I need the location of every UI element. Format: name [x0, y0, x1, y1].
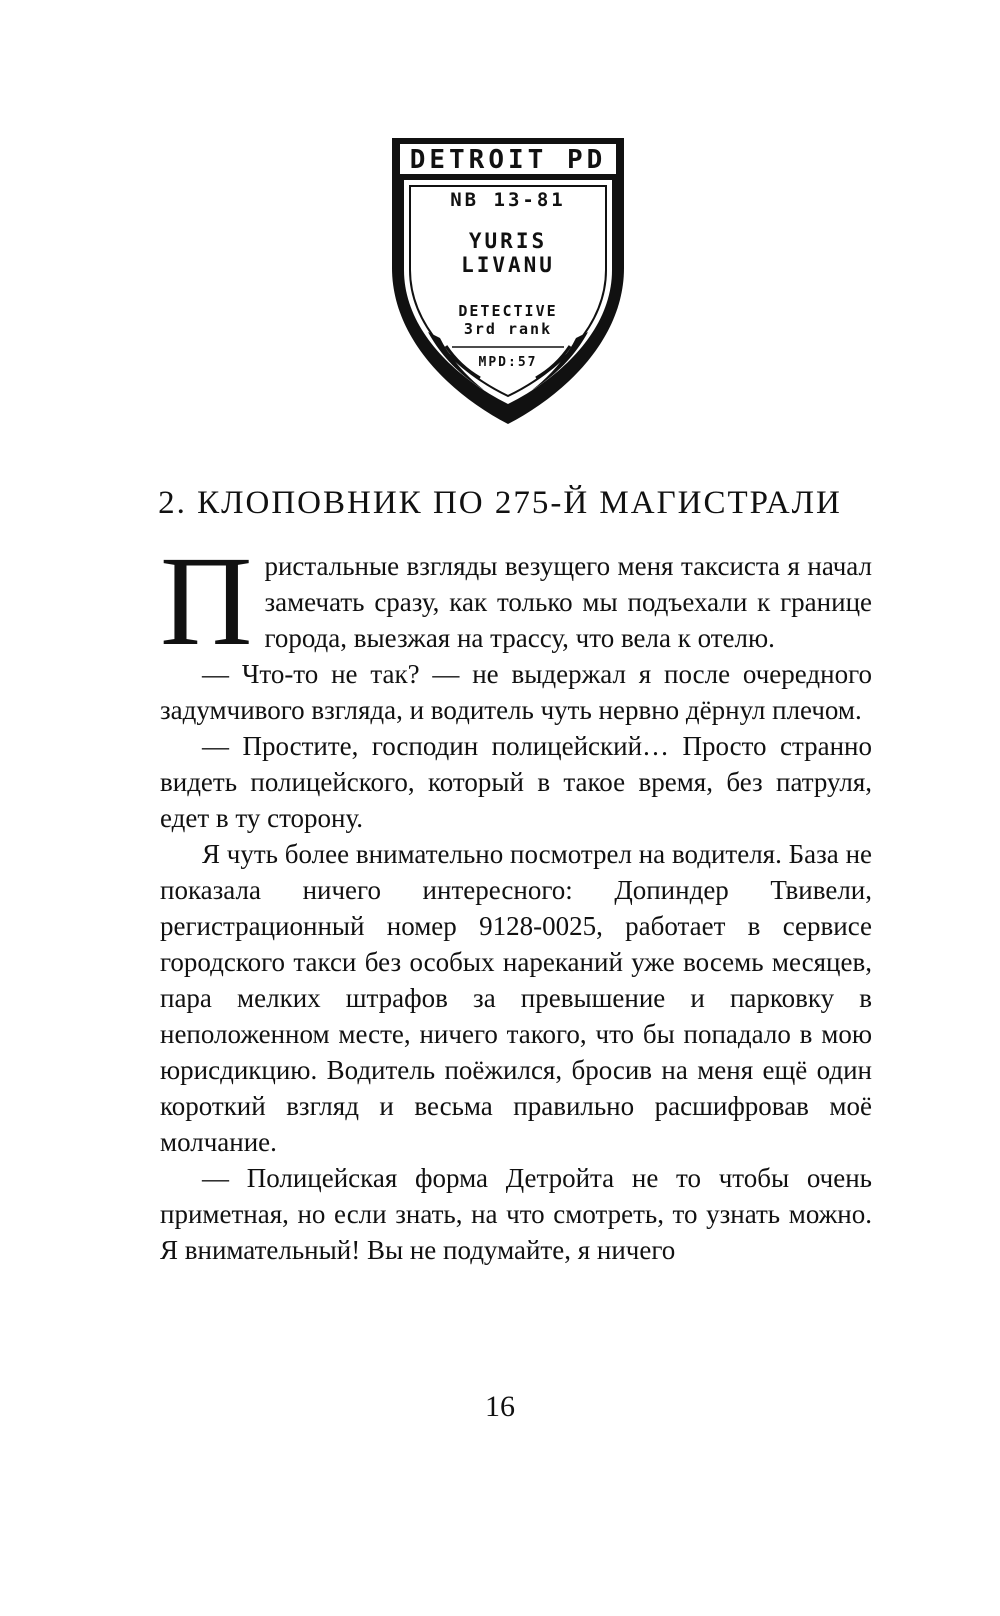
paragraph-2: — Что-то не так? — не выдержал я после очередного задумчивого взгляда, и водитель чуть нервно дёрнул плечом. [160, 659, 872, 725]
paragraph-5: — Полицейская форма Детройта не то чтобы очень приметная, но если знать, на что смотреть, то узнать можно. Я внимательный! Вы не подумайте, я ничего [160, 1163, 872, 1265]
badge-rank-title-text: DETECTIVE [458, 302, 558, 320]
badge-rank-level-text: 3rd rank [463, 320, 553, 338]
paragraph-4: Я чуть более внимательно посмотрел на водителя. База не показала ничего интересного: Допиндер Твивели, регистрационный номер 9128-0025, работает в сервисе городского такси без особых нареканий уже восемь месяцев, пара мелких штрафов за превышение и парковку в неположенном месте, ничего такого, что бы попадало в мою юрисдикцию. Водитель поёжился, бросив на меня ещё один короткий взгляд и весьма правильно расшифровав моё молчание. [160, 839, 872, 1157]
paragraph-1 [160, 530, 872, 672]
chapter-title: 2. КЛОПОВНИК ПО 275-Й МАГИСТРАЛИ [158, 485, 842, 521]
body-text [160, 530, 872, 1268]
drop-cap: П [160, 530, 253, 672]
badge-first-name-text: YURIS [468, 229, 548, 253]
badge-code-text: MPD:57 [478, 355, 538, 370]
badge-department-text: DETROIT PD [409, 145, 607, 175]
paragraph-3: — Простите, господин полицейский… Просто странно видеть полицейского, который в такое время, без патруля, едет в ту сторону. [160, 731, 872, 833]
paragraph-1-text: ристальные взгляды везущего меня таксиста я начал замечать сразу, как только мы подъехали к границе города, выезжая на трассу, что вела к отелю. [264, 551, 872, 653]
police-badge-emblem [388, 132, 628, 432]
badge-number-text: NB 13-81 [450, 189, 566, 211]
page-number: 16 [485, 1390, 515, 1423]
badge-last-name-text: LIVANU [461, 253, 555, 277]
